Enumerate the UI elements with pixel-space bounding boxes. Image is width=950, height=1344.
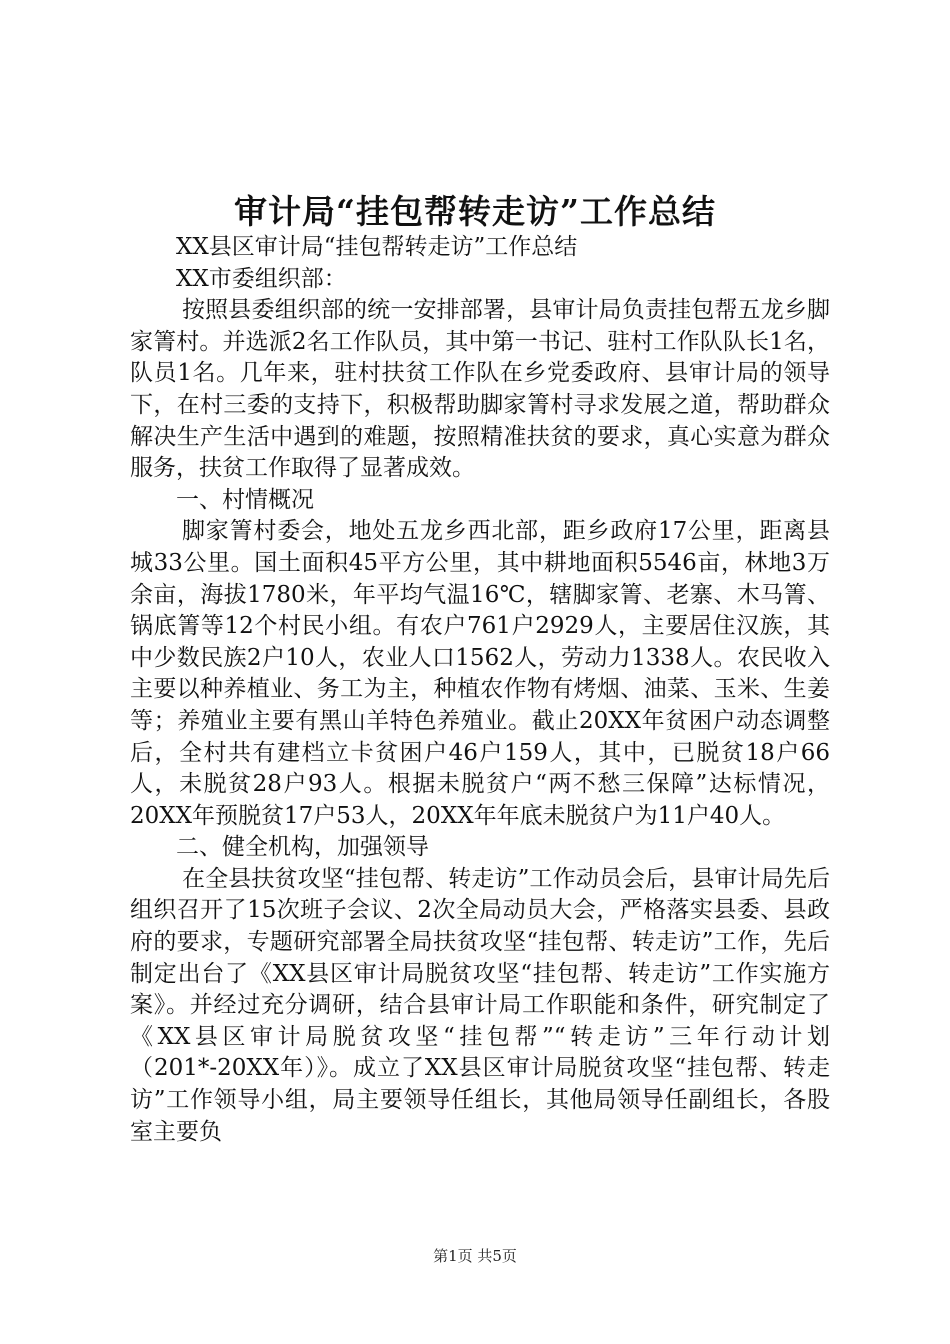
intro-paragraph: 按照县委组织部的统一安排部署，县审计局负责挂包帮五龙乡脚家箐村。并选派2名工作队员，其中第一书记、驻村工作队队长1名，队员1名。几年来，驻村扶贫工作队在乡党委政府、县审计局的领导下，在村三委的支持下，积极帮助脚家箐村寻求发展之道，帮助群众解决生产生活中遇到的难题，按照精准扶贫的要求，真心实意为群众服务，扶贫工作取得了显著成效。 <box>130 297 830 482</box>
document-subtitle: XX县区审计局“挂包帮转走访”工作总结 <box>176 234 578 260</box>
section-heading-organization: 二、健全机构，加强领导 <box>176 834 429 861</box>
section-heading-village-overview: 一、村情概况 <box>176 486 314 513</box>
organization-paragraph: 在全县扶贫攻坚“挂包帮、转走访”工作动员会后，县审计局先后组织召开了15次班子会议、2次全局动员大会，严格落实县委、县政府的要求，专题研究部署全局扶贫攻坚“挂包帮、转走访”工作，先后制定出台了《XX县区审计局脱贫攻坚“挂包帮、转走访”工作实施方案》。并经过充分调研，结合县审计局工作职能和条件，研究制定了《XX县区审计局脱贫攻坚“挂包帮”“转走访”三年行动计划（201*-20XX年）》。成立了XX县区审计局脱贫攻坚“挂包帮、转走访”工作领导小组，局主要领导任组长，其他局领导任副组长，各股室主要负 <box>130 865 830 1145</box>
addressee-line: XX市委组织部： <box>176 265 347 292</box>
document-title: 审计局“挂包帮转走访”工作总结 <box>234 192 716 231</box>
document-body <box>130 232 830 1148</box>
village-overview-paragraph: 脚家箐村委会，地处五龙乡西北部，距乡政府17公里，距离县城33公里。国土面积45平方公里，其中耕地面积5546亩，林地3万余亩，海拔1780米，年平均气温16℃，辖脚家箐、老寨、木马箐、锅底箐等12个村民小组。有农户761户2929人，主要居住汉族，其中少数民族2户10人，农业人口1562人，劳动力1338人。农民收入主要以种养植业、务工为主，种植农作物有烤烟、油菜、玉米、生姜等；养殖业主要有黑山羊特色养殖业。截止20XX年贫困户动态调整后，全村共有建档立卡贫困户46户159人，其中，已脱贫18户66人，未脱贫28户93人。根据未脱贫户“两不愁三保障”达标情况，20XX年预脱贫17户53人，20XX年年底未脱贫户为11户40人。 <box>130 518 830 829</box>
page-number-footer: 第1页 共5页 <box>433 1247 517 1265</box>
